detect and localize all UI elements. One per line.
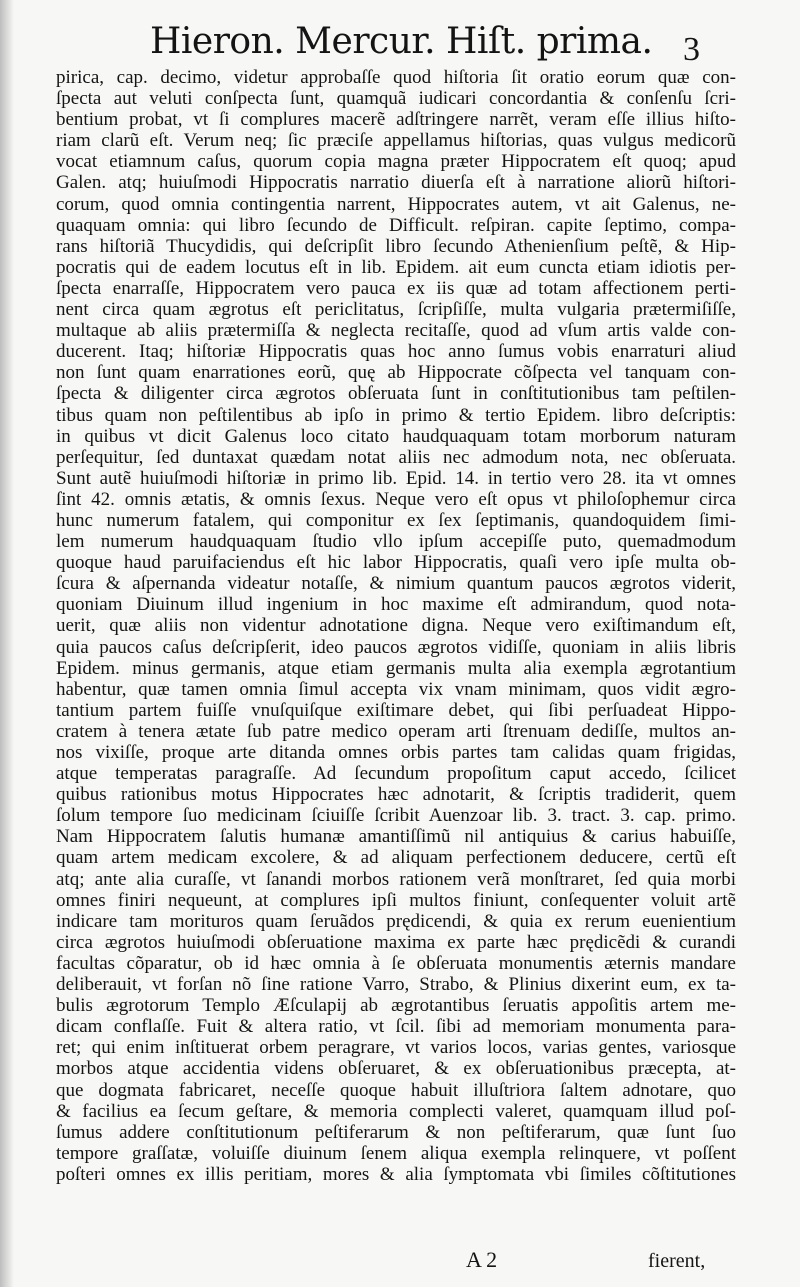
text-line: & facilius ea ſecum geſtare, & memoria complecti valeret, quamquam illud poſ- bbox=[56, 1100, 736, 1122]
text-line: omnes finiri nequeunt, at complures ipſi multos finiunt, conſequenter voluit artẽ bbox=[56, 889, 736, 911]
text-line: ſcura & aſpernanda videatur notaſſe, & nimium quantum paucos ægrotos viderit, bbox=[56, 573, 736, 595]
text-line: corum, quod omnia contingentia narrent, Hippocrates autem, vt ait Galenus, ne- bbox=[56, 193, 736, 215]
text-line: Epidem. minus germanis, atque etiam germanis multa alia exempla ægrotantium bbox=[56, 657, 736, 679]
text-line: uerit, quæ aliis non videntur adnotatione digna. Neque vero exiſtimandum eſt, bbox=[56, 615, 736, 637]
signature-mark: A 2 bbox=[466, 1247, 498, 1272]
text-line: hunc numerum fatalem, qui componitur ex ſex ſeptimanis, quandoquidem ſimi- bbox=[56, 509, 736, 531]
text-line: habentur, quæ tamen omnia ſimul accepta vix vnam minimam, quos vidit ægro- bbox=[56, 678, 736, 700]
text-line: rans hiſtoriã Thucydidis, qui deſcripſit libro ſecundo Athenienſium peſtẽ, & Hip- bbox=[56, 235, 736, 257]
text-line: riam clarũ eſt. Verum neq; ſic præciſe appellamus hiſtorias, quas vulgus medicorũ bbox=[56, 130, 736, 152]
text-line: Sunt autẽ huiuſmodi hiſtoriæ in primo lib. Epid. 14. in tertio vero 28. ita vt omnes bbox=[56, 467, 736, 489]
text-line: in quibus vt dicit Galenus loco citato haudquaquam totam morborum naturam bbox=[56, 425, 736, 447]
text-line: vocat etiamnum caſus, quorum copia magna præter Hippocratem eſt quoq; apud bbox=[56, 151, 736, 173]
text-line: cratem à tenera ætate ſub patre medico operam arti ſtrenuam dediſſe, multos an- bbox=[56, 720, 736, 742]
text-line: facultas cõparatur, ob id hæc omnia à ſe obſeruata monumentis æternis mandare bbox=[56, 952, 736, 974]
text-line: ſolum tempore ſuo medicinam ſciuiſſe ſcribit Auenzoar lib. 3. tract. 3. cap. primo. bbox=[56, 805, 736, 827]
text-line: quia paucos caſus deſcripſerit, ideo paucos ægrotos vidiſſe, quoniam in aliis libris bbox=[56, 636, 736, 658]
text-line: tantium partem fuiſſe vnuſquiſque exiſtimare debet, qui ſibi perſuadeat Hippo- bbox=[56, 699, 736, 721]
text-line: quam artem medicam excolere, & ad aliquam perfectionem deducere, certũ eſt bbox=[56, 847, 736, 869]
text-line: non ſunt quam enarrationes eorũ, quę ab Hippocrate cõſpecta vel tanquam con- bbox=[56, 362, 736, 384]
text-line: atq; ante alia curaſſe, vt ſanandi morbos rationem verã monſtraret, ſed quia morbi bbox=[56, 868, 736, 890]
text-line: ſpecta aut veluti conſpecta ſunt, quamquã iudicari concordantia & conſenſu ſcri- bbox=[56, 88, 736, 110]
text-line: que dogmata fabricaret, neceſſe quoque habuit illuſtriora ſaltem adnotare, quo bbox=[56, 1079, 736, 1101]
text-line: morbos atque accidentia videns obſeruaret, & ex obſeruationibus præcepta, at- bbox=[56, 1058, 736, 1080]
text-line: nent circa quam ægrotus eſt periclitatus, ſcripſiſſe, multa vulgaria prætermiſiſſe, bbox=[56, 299, 736, 321]
text-line: pirica, cap. decimo, videtur approbaſſe quod hiſtoria ſit oratio eorum quæ con- bbox=[56, 67, 736, 88]
text-line: circa ægrotos huiuſmodi obſeruatione maxima ex parte hæc prędicẽdi & curandi bbox=[56, 931, 736, 953]
text-line: lem numerum haudquaquam ſtudio vllo ipſum accepiſſe puto, quemadmodum bbox=[56, 531, 736, 553]
text-line: ſint 42. omnis ætatis, & omnis ſexus. Neque vero eſt opus vt philoſophemur circa bbox=[56, 488, 736, 510]
running-title: Hieron. Mercur. Hiſt. prima. bbox=[150, 21, 653, 62]
text-line: quibus rationibus motus Hippocrates hæc adnotarit, & ſcriptis tradiderit, quem bbox=[56, 784, 736, 806]
text-line: quoque haud paruifaciendus eſt hic labor Hippocratis, quaſi vero ipſe multa ob- bbox=[56, 552, 736, 574]
page-number: 3 bbox=[683, 31, 700, 68]
text-line: quoniam Diuinum illud ingenium in hoc maxime eſt admirandum, quod nota- bbox=[56, 594, 736, 616]
text-line: Nam Hippocratem ſalutis humanæ amantiſſimũ nil antiquius & carius habuiſſe, bbox=[56, 826, 736, 848]
text-line: poſteri omnes ex illis peritiam, mores & alia ſymptomata vbi ſimiles cõſtitutiones bbox=[56, 1163, 736, 1185]
text-line: Galen. atq; huiuſmodi Hippocratis narratio diuerſa eſt à narratione aliorũ hiſtori- bbox=[56, 172, 736, 194]
text-line: pocratis qui de eadem locutus eſt in lib. Epidem. ait eum cuncta etiam idiotis per- bbox=[56, 256, 736, 278]
text-line: nos vixiſſe, proque arte ditanda omnes orbis partes tam calidas quam frigidas, bbox=[56, 742, 736, 763]
gutter-shadow bbox=[0, 0, 14, 1287]
text-line: ducerent. Itaq; hiſtoriæ Hippocratis quas hoc anno ſumus vobis enarraturi aliud bbox=[56, 341, 736, 363]
text-line: multaque ab aliis prætermiſſa & neglecta recitaſſe, quod ad vſum artis valde con- bbox=[56, 320, 736, 342]
catchword: fierent, bbox=[648, 1250, 706, 1272]
text-line: atque temperatas paragraſſe. Ad ſecundum propoſitum caput accedo, ſcilicet bbox=[56, 763, 736, 785]
text-line: tibus quam non peſtilentibus ab ipſo in primo & tertio Epidem. libro deſcriptis: bbox=[56, 404, 736, 426]
text-line: deliberauit, vt forſan nõ ſine ratione Varro, Strabo, & Plinius dixerint eum, ex ta- bbox=[56, 974, 736, 996]
text-line: quaquam omnia: qui libro ſecundo de Difficult. reſpiran. capite ſeptimo, compa- bbox=[56, 214, 736, 236]
text-line: ſumus addere conſtitutionum peſtiferarum & non peſtiferarum, quæ ſunt ſuo bbox=[56, 1121, 736, 1143]
text-line: bentium probat, vt ſi complures macerẽ adſtringere narrẽt, veram eſſe illius hiſto- bbox=[56, 109, 736, 131]
text-line: ſpecta enarraſſe, Hippocratem vero pauca ex iis quæ ad totam affectionem perti- bbox=[56, 277, 736, 299]
text-line: dicam conflaſſe. Fuit & altera ratio, vt ſcil. ſibi ad memoriam monumenta para- bbox=[56, 1016, 736, 1038]
text-line: tempore graſſatæ, voluiſſe diuinum ſenem aliqua exempla relinquere, vt poſſent bbox=[56, 1142, 736, 1164]
text-line: bulis ægrotorum Templo Æſculapij ab ægrotantibus ſeruatis appoſitis artem me- bbox=[56, 995, 736, 1017]
text-line: ret; qui enim inſtituerat orbem peragrare, vt varios locos, varias gentes, variosque bbox=[56, 1037, 736, 1059]
text-line: ſpecta & diligenter circa ægrotos obſeruata ſunt in conſtitutionibus tam peſtilen- bbox=[56, 383, 736, 405]
body-text bbox=[56, 67, 736, 1185]
text-line: indicare tam morituros quam ſeruãdos prędicendi, & quia ex rerum euenientium bbox=[56, 910, 736, 932]
text-line: perſequitur, ſed duntaxat quædam notat aliis nec admodum nota, nec obſeruata. bbox=[56, 446, 736, 468]
